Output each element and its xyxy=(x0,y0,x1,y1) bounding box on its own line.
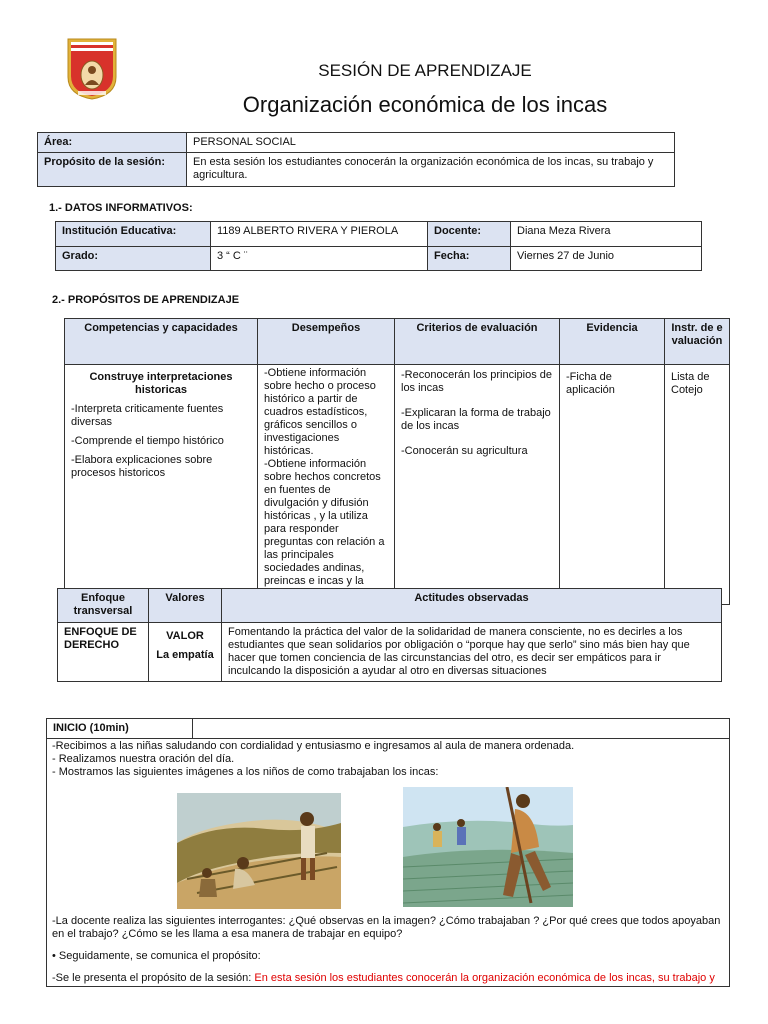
start-table xyxy=(46,718,730,987)
start-line: - Mostramos las siguientes imágenes a los niños de como trabajaban los incas: xyxy=(52,766,439,778)
area-table xyxy=(37,132,675,187)
section-heading-purposes: 2.- PROPÓSITOS DE APRENDIZAJE xyxy=(52,294,240,306)
col-performances: Desempeños xyxy=(258,319,395,365)
document-subtitle: SESIÓN DE APRENDIZAJE xyxy=(318,61,532,80)
col-competences: Competencias y capacidades xyxy=(65,319,258,365)
instrument-cell: Lista de Cotejo xyxy=(665,365,730,605)
start-purpose xyxy=(52,972,724,985)
start-heading-blank xyxy=(193,719,730,739)
competences-cell xyxy=(65,365,258,605)
capacity-item: -Interpreta criticamente fuentes diversas xyxy=(71,403,224,428)
start-purpose-prefix: -Se le presenta el propósito de la sesión: xyxy=(52,972,255,984)
document-title: Organización económica de los incas xyxy=(242,92,608,117)
purpose-label: Propósito de la sesión: xyxy=(38,153,187,187)
criteria-cell xyxy=(395,365,560,605)
grade-value: 3 “ C ¨ xyxy=(211,247,428,271)
capacity-item: -Elabora explicaciones sobre procesos historicos xyxy=(71,454,213,479)
purposes-table xyxy=(64,318,730,605)
inca-farmers-image xyxy=(177,793,341,909)
performance-item: -Obtiene información sobre hecho o proceso histórico a partir de cuadros estadísticos, gráficos sencillos o investigaciones históricas. xyxy=(264,367,376,457)
criteria-item: -Explicaran la forma de trabajo de los incas xyxy=(401,407,551,432)
criteria-item: -Reconocerán los principios de los incas xyxy=(401,369,553,394)
col-instrument: Instr. de evaluación xyxy=(665,319,730,365)
attitudes-text: Fomentando la práctica del valor de la solidaridad de manera consciente, no es decirles a los estudiantes que sean solidarios por obligación o “porque hay que serlo” sino más bien hay que hacer que tomen conciencia de las circunstancias del otro, es decir ser empáticos para ir inculcando la disposición a ayudar al otro en diversas situaciones xyxy=(222,623,722,682)
evidence-cell: -Ficha de aplicación xyxy=(560,365,665,605)
performance-item: -Obtiene información sobre hechos concretos en fuentes de divulgación y difusión históricas , y la utiliza para responder preguntas con relación a las principales sociedades andinas, preincas e incas y la xyxy=(264,458,385,587)
inca-plough-image xyxy=(403,787,573,907)
institution-value: 1189 ALBERTO RIVERA Y PIEROLA xyxy=(211,222,428,247)
col-values: Valores xyxy=(149,589,222,623)
start-body xyxy=(47,739,730,987)
value-name: La empatía xyxy=(156,649,214,661)
capacity-item: -Comprende el tiempo histórico xyxy=(71,435,224,447)
col-approach: Enfoque transversal xyxy=(58,589,149,623)
start-line: -Recibimos a las niñas saludando con cordialidad y entusiasmo e ingresamos al aula de manera ordenada. xyxy=(52,740,575,752)
criteria-item: -Conocerán su agricultura xyxy=(401,445,528,457)
value-label: VALOR xyxy=(166,630,204,642)
col-attitudes: Actitudes observadas xyxy=(222,589,722,623)
performances-cell xyxy=(258,365,395,605)
approach-name: ENFOQUE DE DERECHO xyxy=(58,623,149,682)
institution-label: Institución Educativa: xyxy=(56,222,211,247)
start-heading: INICIO (10min) xyxy=(47,719,193,739)
section-heading-info: 1.- DATOS INFORMATIVOS: xyxy=(49,202,193,214)
start-line: - Realizamos nuestra oración del día. xyxy=(52,753,235,765)
approach-table xyxy=(57,588,722,682)
start-announce: • Seguidamente, se comunica el propósito: xyxy=(52,950,261,962)
purpose-value: En esta sesión los estudiantes conocerán la organización económica de los incas, su trabajo y agricultura. xyxy=(187,153,675,187)
start-purpose-red: En esta sesión los estudiantes conocerán la organización económica de los incas, su trabajo y xyxy=(254,972,715,984)
col-evidence: Evidencia xyxy=(560,319,665,365)
date-label: Fecha: xyxy=(428,247,511,271)
images-row xyxy=(52,779,724,913)
grade-label: Grado: xyxy=(56,247,211,271)
col-criteria: Criterios de evaluación xyxy=(395,319,560,365)
area-label: Área: xyxy=(38,133,187,153)
competence-title: Construye interpretaciones historicas xyxy=(89,371,233,396)
teacher-value: Diana Meza Rivera xyxy=(511,222,702,247)
area-value: PERSONAL SOCIAL xyxy=(187,133,675,153)
start-questions: -La docente realiza las siguientes interrogantes: ¿Qué observas en la imagen? ¿Cómo trabajaban ? ¿Por qué crees que todos apoyaban en el trabajo? ¿Cómo se les llama a esa manera de trabajar en equipo? xyxy=(52,915,721,940)
teacher-label: Docente: xyxy=(428,222,511,247)
info-table xyxy=(55,221,702,271)
date-value: Viernes 27 de Junio xyxy=(511,247,702,271)
approach-value-cell xyxy=(149,623,222,682)
